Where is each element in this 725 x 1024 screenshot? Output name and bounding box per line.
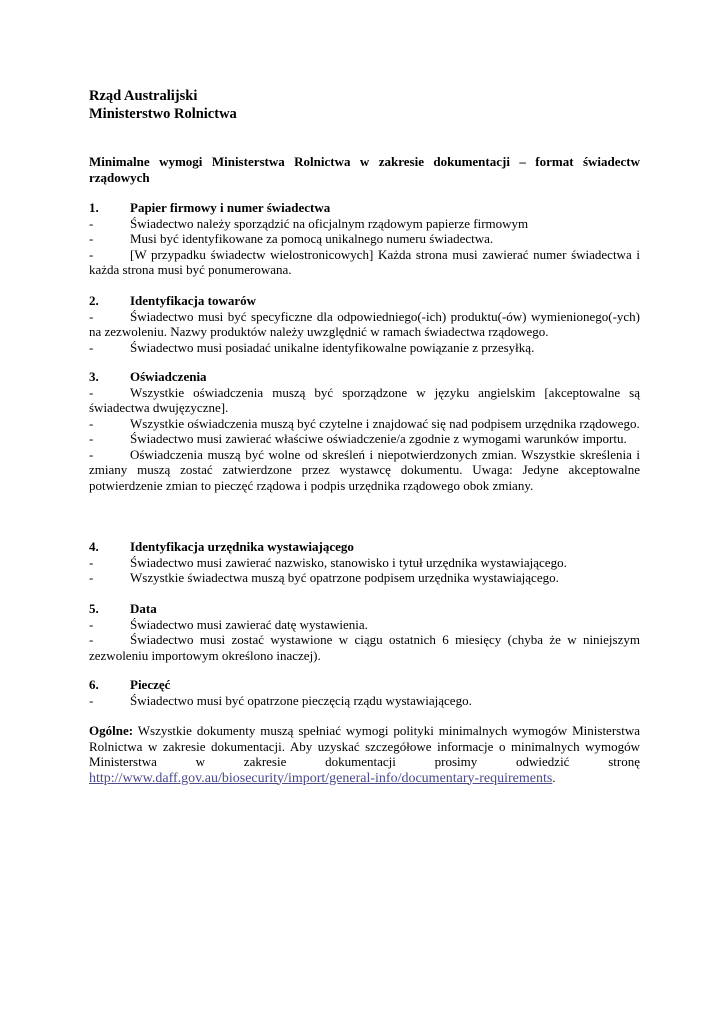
section-heading <box>89 369 640 385</box>
section-number: 1. <box>89 200 99 215</box>
section-declarations <box>89 369 640 493</box>
list-item: - Świadectwo musi być specyficzne dla odpowiedniego(-ich) produktu(-ów) wymienionego(-ych) na zezwoleniu. Nazwy produktów należy uwzględnić w ramach świadectwa rządowego. <box>89 308 640 339</box>
list-item: - Świadectwo musi być opatrzone pieczęcią rządu wystawiającego. <box>89 692 472 708</box>
section-heading <box>89 601 640 617</box>
government-name: Rząd Australijski <box>89 88 198 104</box>
letterhead <box>89 87 237 123</box>
section-number: 2. <box>89 293 99 308</box>
list-item: - Świadectwo musi zostać wystawione w ciągu ostatnich 6 miesięcy (chyba że w niniejszym zezwoleniu importowym określono inaczej). <box>89 632 640 663</box>
section-title: Identyfikacja towarów <box>130 293 257 308</box>
list-item: - Świadectwo należy sporządzić na oficjalnym rządowym papierze firmowym <box>89 215 529 231</box>
general-note: Ogólne: Wszystkie dokumenty muszą spełniać wymogi polityki minimalnych wymogów Ministerstwa Rolnictwa w zakresie dokumentacji. Aby uzyskać szczegółowe informacje o minimalnych wymogów Ministerstwa w zakresie dokumentacji prosimy odwiedzić stronę http://www.daff.gov.au/biosecurity/import/general-info/documentary-requirements. <box>89 723 640 786</box>
section-number: 5. <box>89 601 99 616</box>
general-text: Wszystkie dokumenty muszą spełniać wymogi polityki minimalnych wymogów Ministerstwa Rolnictwa w zakresie dokumentacji. Aby uzyskać szczegółowe informacje o minimalnych wymogów Ministerstwa w zakresie dokumentacji prosimy odwiedzić stronę <box>89 723 640 769</box>
section-heading <box>89 677 640 693</box>
section-title: Identyfikacja urzędnika wystawiającego <box>130 539 354 554</box>
section-heading <box>89 293 640 309</box>
section-title: Data <box>130 601 157 616</box>
section-issuing-officer <box>89 539 640 586</box>
section-title: Oświadczenia <box>130 369 207 384</box>
section-letterhead-number <box>89 200 640 278</box>
section-seal <box>89 677 640 708</box>
list-item: - Świadectwo musi zawierać datę wystawienia. <box>89 616 368 632</box>
ministry-name: Ministerstwo Rolnictwa <box>89 106 237 122</box>
section-date <box>89 601 640 663</box>
list-item: - Wszystkie świadectwa muszą być opatrzone podpisem urzędnika wystawiającego. <box>89 570 559 585</box>
section-number: 3. <box>89 369 99 384</box>
list-item: - Wszystkie oświadczenia muszą być czytelne i znajdować się nad podpisem urzędnika rządowego. <box>89 415 640 431</box>
list-item: - Musi być identyfikowane za pomocą unikalnego numeru świadectwa. <box>89 231 494 246</box>
list-item: - Świadectwo musi posiadać unikalne identyfikowalne powiązanie z przesyłką. <box>89 339 535 355</box>
list-item: - Świadectwo musi zawierać nazwisko, stanowisko i tytuł urzędnika wystawiającego. <box>89 554 567 570</box>
document-title: Minimalne wymogi Ministerstwa Rolnictwa w zakresie dokumentacji – format świadectw rządowych <box>89 154 640 185</box>
section-title: Pieczęć <box>130 677 171 692</box>
list-item: - [W przypadku świadectw wielostronicowych] Każda strona musi zawierać numer świadectwa i każda strona musi być ponumerowana. <box>89 246 640 277</box>
section-goods-identification <box>89 293 640 355</box>
general-label: Ogólne: <box>89 723 134 738</box>
list-item: - Oświadczenia muszą być wolne od skreśleń i niepotwierdzonych zmian. Wszystkie skreślenia i zmiany muszą zostać zatwierdzone przez wystawcę dokumentu. Uwaga: Jedyne akceptowalne potwierdzenie zmian to pieczęć rządowa i podpis urzędnika rządowego obok zmiany. <box>89 446 640 493</box>
requirements-link[interactable]: http://www.daff.gov.au/biosecurity/import/general-info/documentary-requirements <box>89 770 553 786</box>
list-item: - Wszystkie oświadczenia muszą być sporządzone w języku angielskim [akceptowalne są świadectwa dwujęzyczne]. <box>89 384 640 415</box>
section-heading <box>89 539 640 555</box>
section-number: 6. <box>89 677 99 692</box>
list-item: - Świadectwo musi zawierać właściwe oświadczenie/a zgodnie z wymogami warunków importu. <box>89 431 627 446</box>
section-number: 4. <box>89 539 99 554</box>
section-heading <box>89 200 640 216</box>
section-title: Papier firmowy i numer świadectwa <box>130 200 331 215</box>
